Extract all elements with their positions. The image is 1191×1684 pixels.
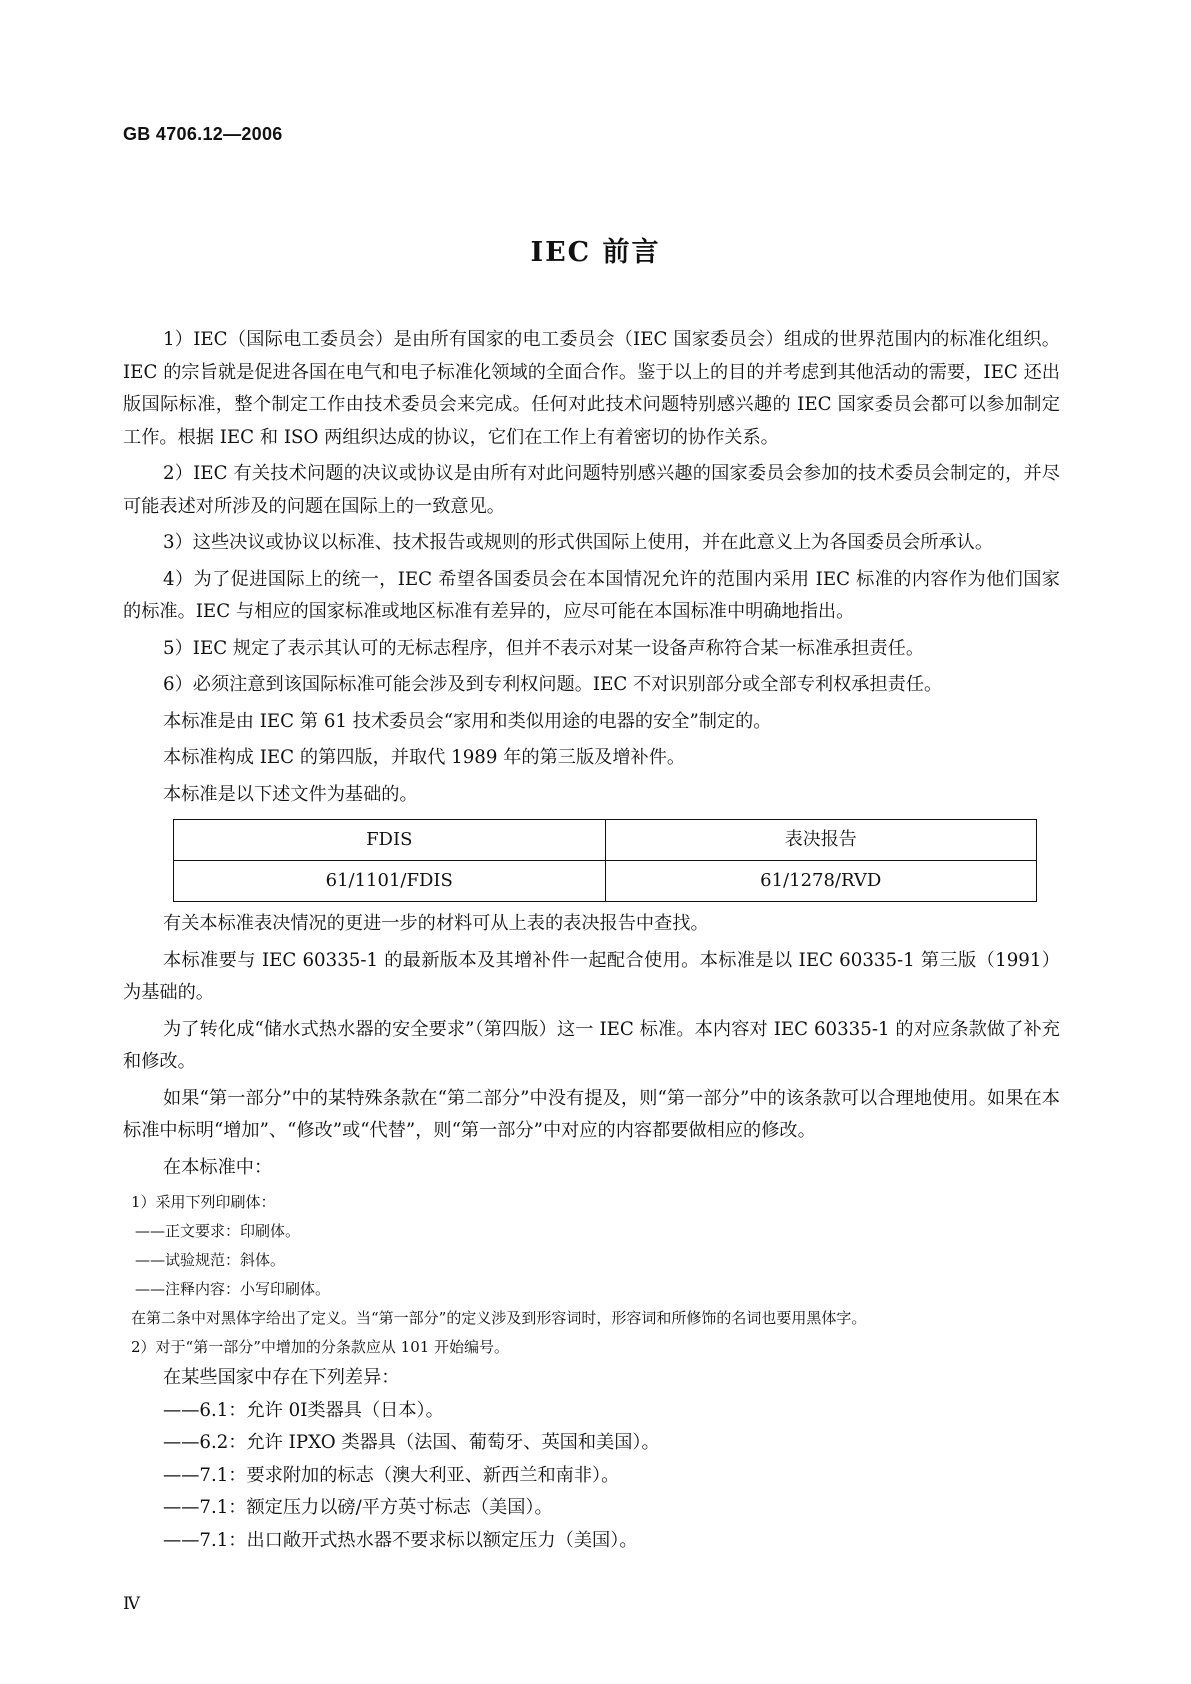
difference-item: ——6.2：允许 IPXO 类器具（法国、葡萄牙、英国和美国）。 xyxy=(163,1432,660,1453)
difference-item: ——7.1：出口敞开式热水器不要求标以额定压力（美国）。 xyxy=(163,1529,638,1551)
paragraph-1: 1）IEC（国际电工委员会）是由所有国家的电工委员会（IEC 国家委员会）组成的世界范围内的标准化组织。IEC 的宗旨就是促进各国在电气和电子标准化领域的全面合作。鉴于以上的目的并考虑到其他活动的需要，IEC 还出版国际标准，整个制定工作由技术委员会来完成。任何对此技术问题特别感兴趣的 IEC 国家委员会都可以参加制定工作。根据 IEC 和 ISO 两组织达成的协议，它们在工作上有着密切的协作关系。 xyxy=(123,329,1060,448)
paragraph-in-standard: 在本标准中： xyxy=(163,1156,273,1178)
vote-table-cell-fdis: 61/1101/FDIS xyxy=(174,861,606,902)
note-item-1: 1）采用下列印刷体： xyxy=(131,1193,276,1211)
document-body xyxy=(123,324,1060,1557)
paragraph-6: 6）必须注意到该国际标准可能会涉及到专利权问题。IEC 不对识别部分或全部专利权承担责任。 xyxy=(163,674,943,695)
vote-table-header-fdis: FDIS xyxy=(174,820,606,861)
vote-table xyxy=(173,819,1037,902)
standard-code: GB 4706.12—2006 xyxy=(123,124,283,144)
paragraph-tc61: 本标准是由 IEC 第 61 技术委员会“家用和类似用途的电器的安全”制定的。 xyxy=(163,710,772,732)
differences-block xyxy=(123,1362,1060,1557)
difference-item: ——6.1：允许 0Ⅰ类器具（日本）。 xyxy=(163,1399,444,1421)
vote-table-cell-rvd: 61/1278/RVD xyxy=(605,861,1037,902)
paragraph-vote-info: 有关本标准表决情况的更进一步的材料可从上表的表决报告中查找。 xyxy=(163,913,709,934)
paragraph-edition: 本标准构成 IEC 的第四版，并取代 1989 年的第三版及增补件。 xyxy=(163,747,686,768)
difference-item: ——7.1：要求附加的标志（澳大利亚、新西兰和南非）。 xyxy=(163,1464,620,1486)
note-item-2: 2）对于“第一部分”中增加的分条款应从 101 开始编号。 xyxy=(131,1338,510,1356)
notes-block xyxy=(123,1188,1060,1362)
vote-table-header-report: 表决报告 xyxy=(605,820,1037,861)
paragraph-4: 4）为了促进国际上的统一，IEC 希望各国委员会在本国情况允许的范围内采用 IEC 标准的内容作为他们国家的标准。IEC 与相应的国家标准或地区标准有差异的，应尽可能在本国标准中明确地指出。 xyxy=(123,568,1060,622)
paragraph-iec60335: 本标准要与 IEC 60335-1 的最新版本及其增补件一起配合使用。本标准是以 IEC 60335-1 第三版（1991）为基础的。 xyxy=(123,949,1060,1003)
vote-table-row xyxy=(174,861,1037,902)
vote-table-header-row xyxy=(174,820,1037,861)
note-dash-2: ——试验规范：斜体。 xyxy=(135,1251,286,1269)
page-title: IEC 前言 xyxy=(530,237,661,268)
difference-item: ——7.1：额定压力以磅/平方英寸标志（美国）。 xyxy=(163,1497,553,1518)
note-dash-1: ——正文要求：印刷体。 xyxy=(135,1222,301,1240)
paragraph-3: 3）这些决议或协议以标准、技术报告或规则的形式供国际上使用，并在此意义上为各国委员会所承认。 xyxy=(163,532,994,553)
paragraph-2: 2）IEC 有关技术问题的决议或协议是由所有对此问题特别感兴趣的国家委员会参加的技术委员会制定的，并尽可能表述对所涉及的问题在国际上的一致意见。 xyxy=(123,463,1060,517)
note-definition: 在第二条中对黑体字给出了定义。当“第一部分”的定义涉及到形容词时，形容词和所修饰的名词也要用黑体字。 xyxy=(131,1309,867,1327)
paragraph-conversion: 为了转化成“储水式热水器的安全要求”（第四版）这一 IEC 标准。本内容对 IEC 60335-1 的对应条款做了补充和修改。 xyxy=(123,1018,1060,1072)
differences-intro: 在某些国家中存在下列差异： xyxy=(163,1367,400,1388)
paragraph-basis: 本标准是以下述文件为基础的。 xyxy=(163,783,418,805)
note-dash-3: ——注释内容：小写印刷体。 xyxy=(135,1280,331,1298)
paragraph-parts: 如果“第一部分”中的某特殊条款在“第二部分”中没有提及，则“第一部分”中的该条款可以合理地使用。如果在本标准中标明“增加”、“修改”或“代替”，则“第一部分”中对应的内容都要做相应的修改。 xyxy=(123,1087,1060,1141)
paragraph-5: 5）IEC 规定了表示其认可的无标志程序，但并不表示对某一设备声称符合某一标准承担责任。 xyxy=(163,637,925,659)
page-number: Ⅳ xyxy=(123,1594,140,1614)
